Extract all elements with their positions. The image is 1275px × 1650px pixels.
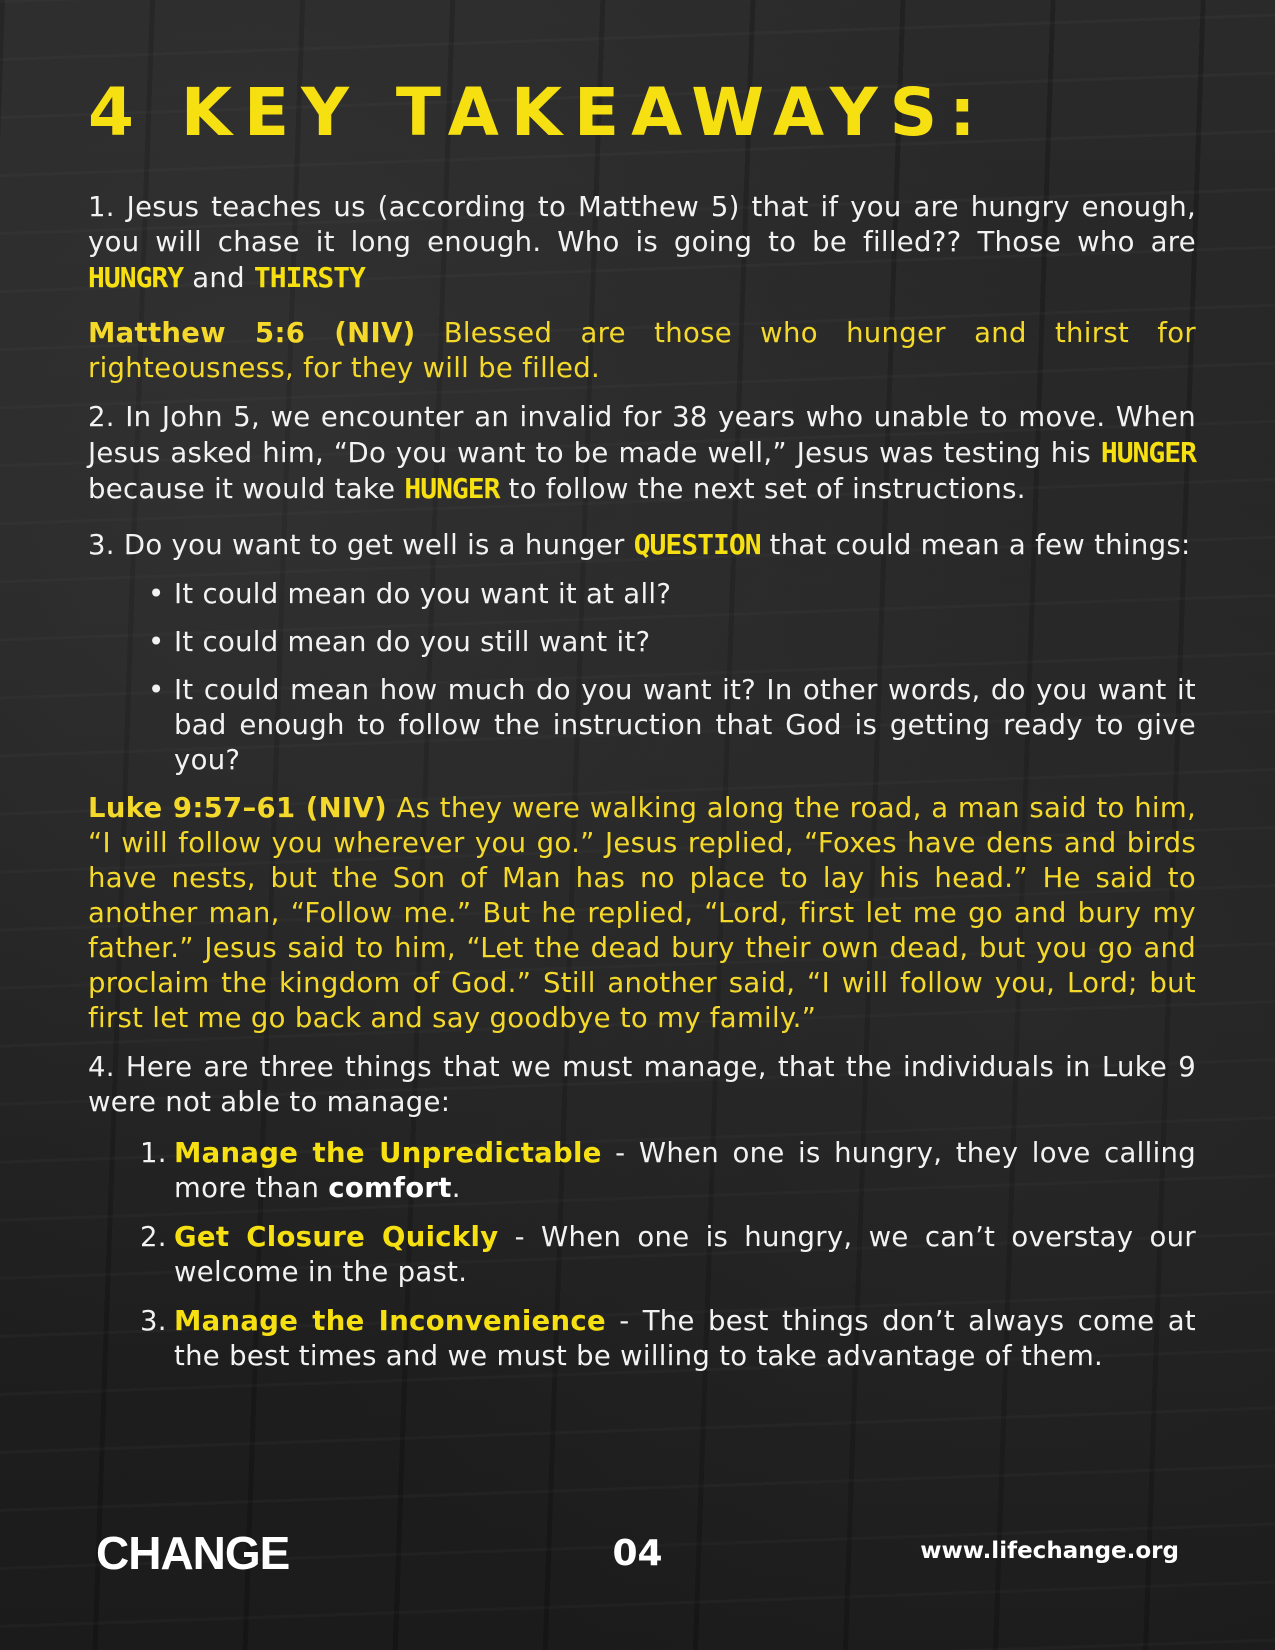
content xyxy=(88,74,1197,1388)
list-number: 2. xyxy=(140,1221,167,1253)
takeaway-1 xyxy=(88,190,1196,296)
scripture-reference: Luke 9:57–61 (NIV) xyxy=(88,792,387,824)
emphasis-question: QUESTION xyxy=(633,528,761,561)
bullet-list xyxy=(88,577,1196,778)
numbered-list xyxy=(88,1136,1196,1374)
footer xyxy=(0,1527,1275,1590)
list-item xyxy=(148,625,1196,660)
change-logo: CHANGE xyxy=(96,1527,290,1579)
takeaway-1-mid: and xyxy=(183,262,254,294)
website-link[interactable]: www.lifechange.org xyxy=(920,1538,1179,1564)
bullet-icon: • xyxy=(148,674,165,706)
page-title: 4 KEY TAKEAWAYS: xyxy=(88,74,988,151)
takeaway-2-text-c: to follow the next set of instructions. xyxy=(499,473,1026,505)
takeaway-1-text: 1. Jesus teaches us (according to Matthew 5) that if you are hungry enough, you will chase it long enough. Who is going to be filled?? Those who are xyxy=(88,191,1196,258)
emphasis-hunger: HUNGER xyxy=(1100,436,1196,469)
step-title: Get Closure Quickly xyxy=(174,1221,499,1253)
step-title: Manage the Unpredictable xyxy=(174,1137,602,1169)
step-tail: . xyxy=(451,1172,461,1204)
list-item xyxy=(148,577,1196,612)
list-item xyxy=(148,673,1196,778)
takeaway-2-text-a: 2. In John 5, we encounter an invalid for 38 years who unable to move. When Jesus asked him, “Do you want to be made well,” Jesus was testing his xyxy=(88,401,1196,469)
step-text: - When one is hungry, we can’t overstay our welcome in the past. xyxy=(174,1221,1196,1288)
page-number: 04 xyxy=(612,1533,663,1574)
list-number: 1. xyxy=(140,1137,167,1169)
emphasis-thirsty: THIRSTY xyxy=(253,261,365,294)
list-number: 3. xyxy=(140,1305,167,1337)
list-item xyxy=(140,1220,1196,1290)
scripture-text: As they were walking along the road, a man said to him, “I will follow you wherever you go.” Jesus replied, “Foxes have dens and birds have nests, but the Son of Man has no place to lay his head.” He said to another man, “Follow me.” But he replied, “Lord, first let me go and bury my father.” Jesus said to him, “Let the dead bury their own dead, but you go and proclaim the kingdom of God.” Still another said, “I will follow you, Lord; but first let me go back and say goodbye to my family.” xyxy=(88,792,1196,1034)
scripture-text: Blessed are those who hunger and thirst for righteousness, for they will be filled. xyxy=(88,317,1197,384)
takeaway-4: 4. Here are three things that we must manage, that the individuals in Luke 9 were not able to manage: xyxy=(88,1051,1196,1118)
list-item-text: It could mean how much do you want it? In other words, do you want it bad enough to follow the instruction that God is getting ready to give you? xyxy=(174,674,1196,776)
step-text: - The best things don’t always come at the best times and we must be willing to take advantage of them. xyxy=(174,1305,1196,1372)
list-item xyxy=(140,1136,1196,1206)
takeaway-3-text-a: 3. Do you want to get well is a hunger xyxy=(88,529,634,561)
step-strong: comfort xyxy=(328,1172,452,1204)
list-item-text: It could mean do you still want it? xyxy=(174,626,651,658)
takeaway-3-text-b: that could mean a few things: xyxy=(760,529,1191,561)
step-title: Manage the Inconvenience xyxy=(174,1305,606,1337)
step-text: - When one is hungry, they love calling more than xyxy=(174,1137,1196,1204)
takeaway-2-text-b: because it would take xyxy=(88,473,405,505)
scripture-reference: Matthew 5:6 (NIV) xyxy=(88,317,416,349)
scripture-matthew xyxy=(88,316,1196,386)
list-item xyxy=(140,1304,1196,1374)
emphasis-hunger: HUNGER xyxy=(404,472,500,505)
bullet-icon: • xyxy=(148,626,165,658)
list-item-text: It could mean do you want it at all? xyxy=(174,578,672,610)
scripture-luke xyxy=(88,791,1196,1036)
takeaway-2 xyxy=(88,400,1196,507)
takeaway-3 xyxy=(88,527,1196,563)
bullet-icon: • xyxy=(148,578,165,610)
emphasis-hungry: HUNGRY xyxy=(88,261,184,294)
